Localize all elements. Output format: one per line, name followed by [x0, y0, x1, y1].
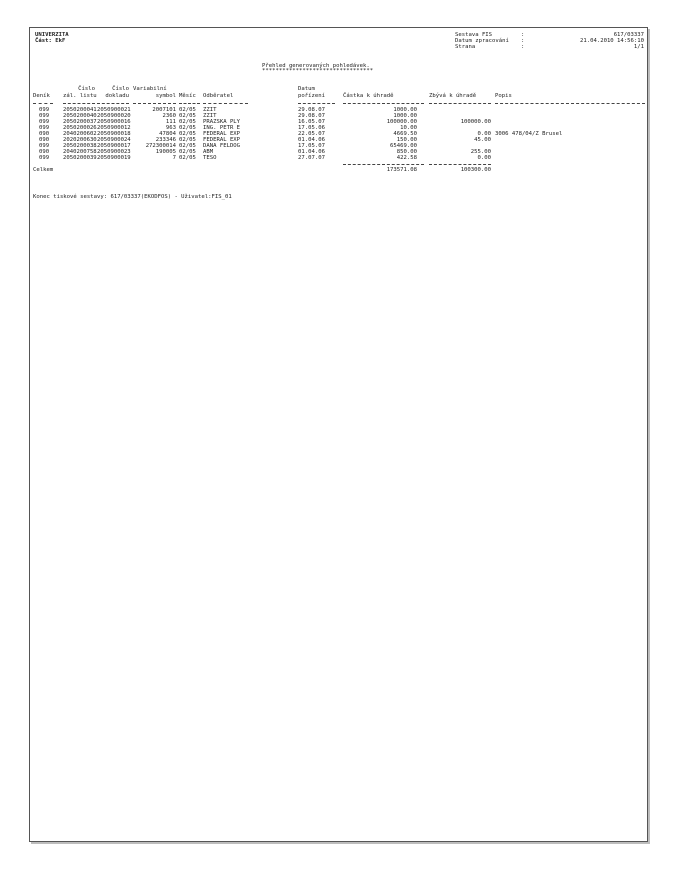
cell-cislo-dokladu: 2050900020 [97, 113, 131, 119]
col-datum: pořízení [298, 93, 325, 99]
cell-datum: 22.05.07 [298, 131, 325, 137]
cell-mesic: 02/05 [179, 113, 196, 119]
cell-castka: 422.58 [396, 155, 417, 161]
report-end-line: Konec tiskové sestavy: 617/03337(EKODFOS) - Uživatel:FIS_01 [33, 194, 232, 200]
cell-cislo-listu: 2040200758 [63, 149, 97, 155]
totals-castka: 173571.08 [386, 167, 417, 173]
cell-odberatel: TESO [203, 155, 217, 161]
cell-cislo-dokladu: 2050900024 [97, 137, 131, 143]
cell-cislo-listu: 2040200602 [63, 131, 97, 137]
cell-cislo-dokladu: 2050900012 [97, 125, 131, 131]
report-title: Přehled generovaných pohledávek. [262, 63, 370, 69]
cell-var-symbol: 7 [172, 155, 176, 161]
cell-zbyva: 45.00 [474, 137, 491, 143]
cell-mesic: 02/05 [179, 107, 196, 113]
cell-cislo-listu: 2050200041 [63, 107, 97, 113]
cell-cislo-dokladu: 2050900019 [97, 155, 131, 161]
cell-odberatel: FEDERAL EXP [203, 131, 241, 137]
cell-castka: 850.00 [396, 149, 417, 155]
totals-separator [30, 180, 647, 206]
cell-odberatel: FEDERAL EXP [203, 137, 241, 143]
cell-odberatel: ING. PETR E [203, 125, 241, 131]
cell-cislo-dokladu: 2050900017 [97, 143, 131, 149]
cell-cislo-listu: 2020200630 [63, 137, 97, 143]
cell-castka: 4669.50 [393, 131, 417, 137]
report-page [29, 27, 648, 842]
col-popis: Popis [495, 93, 512, 99]
cell-mesic: 02/05 [179, 137, 196, 143]
cell-datum: 17.05.07 [298, 143, 325, 149]
cell-zbyva: 255.00 [470, 149, 491, 155]
cell-cislo-listu: 2050200026 [63, 125, 97, 131]
cell-mesic: 02/05 [179, 131, 196, 137]
cell-datum: 29.08.07 [298, 107, 325, 113]
table-row [30, 155, 647, 162]
cell-datum: 16.05.07 [298, 119, 325, 125]
info-label-date: Datum zpracování [455, 38, 509, 44]
info-colon-page: : [521, 44, 525, 50]
cell-datum: 27.07.07 [298, 155, 325, 161]
cell-denik: 099 [39, 119, 50, 125]
cell-cislo-listu: 2050200037 [63, 119, 97, 125]
cell-cislo-listu: 2050200038 [63, 143, 97, 149]
col-mesic: Měsíc [179, 93, 196, 99]
cell-var-symbol: 47804 [159, 131, 176, 137]
col-cislo-listu-top: Číslo [78, 86, 95, 92]
cell-castka: 150.00 [396, 137, 417, 143]
cell-castka: 1000.00 [393, 113, 417, 119]
info-value-date: 21.04.2010 14:56:10 [580, 38, 644, 44]
totals-zbyva: 100300.00 [460, 167, 491, 173]
cell-castka: 1000.00 [393, 107, 417, 113]
cell-var-symbol: 233346 [155, 137, 176, 143]
col-cislo-dokladu-top: Číslo [112, 86, 129, 92]
info-colon-date: : [521, 38, 525, 44]
org-name: UNIVERZITA [35, 32, 69, 38]
cell-zbyva: 0.00 [477, 131, 491, 137]
cell-cislo-dokladu: 2050900018 [97, 131, 131, 137]
column-header-line-1 [30, 86, 647, 93]
col-zbyva: Zbývá k úhradě [429, 93, 477, 99]
cell-cislo-dokladu: 2050900016 [97, 119, 131, 125]
cell-mesic: 02/05 [179, 155, 196, 161]
org-part: Část: EkF [35, 38, 66, 44]
totals-row [30, 167, 647, 174]
cell-denik: 090 [39, 131, 50, 137]
cell-denik: 099 [39, 125, 50, 131]
cell-cislo-listu: 2050200040 [63, 113, 97, 119]
cell-var-symbol: 2007101 [152, 107, 176, 113]
cell-mesic: 02/05 [179, 143, 196, 149]
cell-denik: 099 [39, 107, 50, 113]
cell-castka: 100000.00 [386, 119, 417, 125]
info-label-report: Sestava FIS [455, 32, 493, 38]
cell-denik: 090 [39, 149, 50, 155]
cell-zbyva: 100000.00 [460, 119, 491, 125]
cell-mesic: 02/05 [179, 119, 196, 125]
col-cislo-listu: zál. listu [63, 93, 97, 99]
cell-datum: 01.04.06 [298, 137, 325, 143]
cell-castka: 10.00 [400, 125, 417, 131]
cell-denik: 099 [39, 113, 50, 119]
cell-odberatel: DANA FELDOG [203, 143, 241, 149]
col-var-symbol: symbol [155, 93, 176, 99]
cell-datum: 17.05.06 [298, 125, 325, 131]
cell-odberatel: ZZIT [203, 107, 217, 113]
info-value-report: 617/03337 [613, 32, 644, 38]
cell-var-symbol: 963 [165, 125, 176, 131]
cell-odberatel: ZZIT [203, 113, 217, 119]
cell-var-symbol: 111 [165, 119, 176, 125]
cell-cislo-dokladu: 2050900021 [97, 107, 131, 113]
cell-cislo-listu: 2050200039 [63, 155, 97, 161]
col-var-symbol-top: Variabilní [133, 86, 167, 92]
col-castka: Částka k úhradě [343, 93, 394, 99]
info-colon-report: : [521, 32, 525, 38]
cell-castka: 65469.00 [390, 143, 417, 149]
cell-mesic: 02/05 [179, 125, 196, 131]
info-label-page: Strana [455, 44, 476, 50]
col-odberatel: Odběratel [203, 93, 234, 99]
cell-denik: 099 [39, 143, 50, 149]
cell-popis: 3006 478/04/Z Brusel [495, 131, 563, 137]
report-title-underline: ********************************* [262, 68, 374, 74]
cell-zbyva: 0.00 [477, 155, 491, 161]
cell-denik: 090 [39, 137, 50, 143]
info-value-page: 1/1 [633, 44, 644, 50]
col-cislo-dokladu: dokladu [105, 93, 129, 99]
column-header-line-2 [30, 93, 647, 100]
cell-cislo-dokladu: 2050900023 [97, 149, 131, 155]
cell-datum: 01.04.06 [298, 149, 325, 155]
col-datum-top: Datum [298, 86, 315, 92]
cell-mesic: 02/05 [179, 149, 196, 155]
cell-var-symbol: 272300014 [145, 143, 176, 149]
totals-label: Celkem [33, 167, 54, 173]
cell-odberatel: PRAZSKA PLY [203, 119, 241, 125]
cell-var-symbol: 2360 [162, 113, 176, 119]
cell-odberatel: ABM [203, 149, 214, 155]
cell-denik: 099 [39, 155, 50, 161]
col-denik: Deník [33, 93, 50, 99]
cell-var-symbol: 190005 [155, 149, 176, 155]
cell-datum: 29.08.07 [298, 113, 325, 119]
